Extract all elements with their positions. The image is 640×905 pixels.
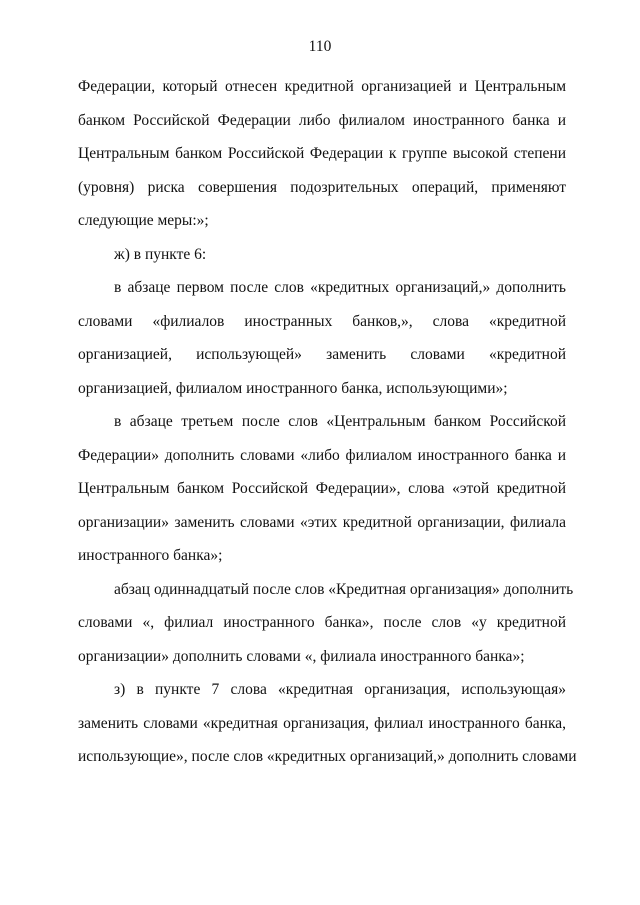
text-line: следующие меры:»; (78, 212, 209, 229)
text-line: организацией, использующей» заменить словами «кредитной (78, 346, 566, 363)
text-line: организацией, филиалом иностранного банка, использующими»; (78, 379, 508, 397)
text-line: использующие», после слов «кредитных организаций,» дополнить словами (78, 748, 577, 765)
text-line: Федерации» дополнить словами «либо филиалом иностранного банка и (78, 446, 566, 464)
text-line: абзац одиннадцатый после слов «Кредитная организация» дополнить (114, 580, 574, 598)
text-line: организации» дополнить словами «, филиала иностранного банка»; (78, 647, 525, 665)
text-line: в абзаце первом после слов «кредитных организаций,» дополнить (114, 279, 566, 296)
text-line: организации» заменить словами «этих кредитной организации, филиала (78, 513, 566, 531)
text-line: в абзаце третьем после слов «Центральным банком Российской (114, 413, 566, 430)
text-line: (уровня) риска совершения подозрительных операций, применяют (78, 178, 566, 196)
text-line: ж) в пункте 6: (114, 245, 207, 263)
text-line: заменить словами «кредитная организация, филиал иностранного банка, (78, 714, 566, 732)
document-body (78, 70, 577, 774)
text-line: иностранного банка»; (78, 547, 223, 564)
text-line: словами «, филиал иностранного банка», после слов «у кредитной (78, 614, 566, 631)
text-line: Центральным банком Российской Федерации», слова «этой кредитной (78, 480, 566, 497)
text-line: Федерации, который отнесен кредитной организацией и Центральным (78, 78, 566, 95)
text-line: словами «филиалов иностранных банков,», слова «кредитной (78, 312, 566, 330)
text-line: Центральным банком Российской Федерации к группе высокой степени (78, 145, 566, 162)
text-line: банком Российской Федерации либо филиалом иностранного банка и (78, 111, 566, 129)
page-number: 110 (308, 38, 332, 55)
text-line: з) в пункте 7 слова «кредитная организация, использующая» (114, 681, 566, 698)
